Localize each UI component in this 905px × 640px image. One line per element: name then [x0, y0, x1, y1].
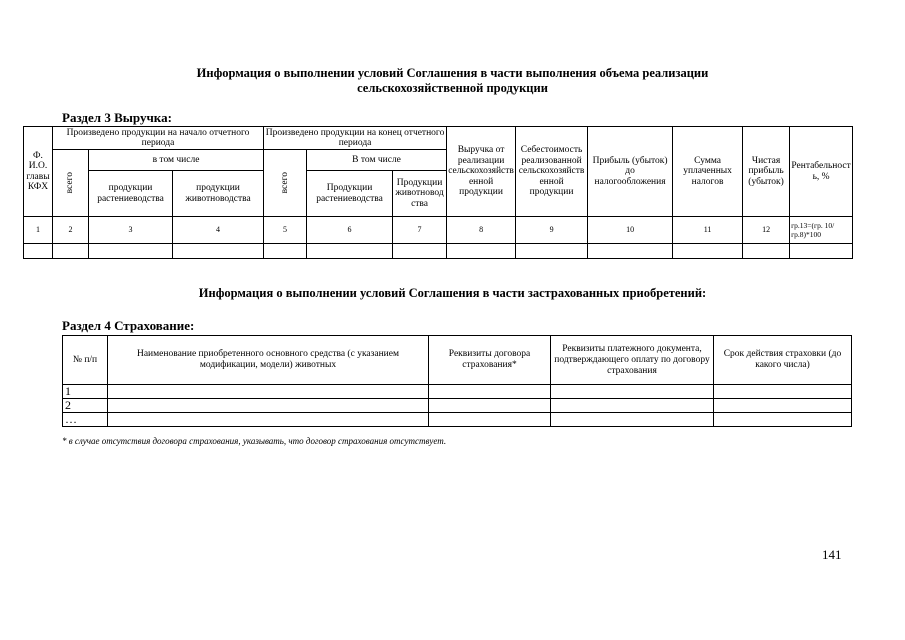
footnote: * в случае отсутствия договора страхования, указывать, что договор страхования отсутствует.	[62, 436, 447, 446]
section-3-title: Раздел 3 Выручка:	[62, 110, 172, 125]
header-livestock-end: Продукции животноводства	[393, 171, 447, 217]
header-total-start: всего	[53, 150, 89, 217]
row-number: 1	[63, 385, 108, 399]
table-row	[63, 399, 852, 413]
header-profitability: Рентабельность, %	[790, 127, 853, 217]
column-number: 5	[264, 217, 307, 244]
revenue-table	[23, 126, 853, 259]
column-number: 1	[24, 217, 53, 244]
header-fio: Ф. И.О. главы КФХ	[24, 127, 53, 217]
header-revenue: Выручка от реализации сельскохозяйственной продукции	[447, 127, 516, 217]
column-number: 8	[447, 217, 516, 244]
header-insurance-term: Срок действия страховки (до какого числа)	[714, 336, 852, 385]
column-number: 6	[307, 217, 393, 244]
header-incl-start: в том числе	[89, 150, 264, 171]
column-number: 4	[173, 217, 264, 244]
header-livestock-start: продукции животноводства	[173, 171, 264, 217]
header-insurance-contract: Реквизиты договора страхования*	[429, 336, 551, 385]
insurance-table	[62, 335, 852, 427]
header-incl-end: В том числе	[307, 150, 447, 171]
header-crop-start: продукции растениеводства	[89, 171, 173, 217]
row-number: 2	[63, 399, 108, 413]
table-row	[63, 413, 852, 427]
header-total-end: всего	[264, 150, 307, 217]
document-title-line2: сельскохозяйственной продукции	[357, 81, 548, 95]
column-number: 11	[673, 217, 743, 244]
section-4-title: Раздел 4 Страхование:	[62, 318, 195, 333]
column-number: 7	[393, 217, 447, 244]
document-title-line1: Информация о выполнении условий Соглашения в части выполнения объема реализации	[196, 66, 709, 80]
row-number: …	[63, 413, 108, 427]
header-taxes: Сумма уплаченных налогов	[673, 127, 743, 217]
header-produced-end: Произведено продукции на конец отчетного периода	[264, 127, 447, 150]
column-number: 12	[743, 217, 790, 244]
column-numbers-row	[24, 217, 853, 244]
header-row-number: № п/п	[63, 336, 108, 385]
header-produced-start: Произведено продукции на начало отчетного периода	[53, 127, 264, 150]
column-number: 10	[588, 217, 673, 244]
header-crop-end: Продукции растениеводства	[307, 171, 393, 217]
page-number: 141	[822, 547, 842, 562]
header-asset-name: Наименование приобретенного основного средства (с указанием модификации, модели) животных	[108, 336, 429, 385]
header-payment-document: Реквизиты платежного документа, подтверждающего оплату по договору страхования	[551, 336, 714, 385]
section-4-heading: Информация о выполнении условий Соглашения в части застрахованных приобретений:	[198, 286, 707, 300]
document-title	[0, 66, 905, 96]
empty-data-row	[24, 244, 853, 259]
header-profit-before-tax: Прибыль (убыток) до налогообложения	[588, 127, 673, 217]
header-cost: Себестоимость реализованной сельскохозяйственной продукции	[516, 127, 588, 217]
column-number: 9	[516, 217, 588, 244]
column-number: 3	[89, 217, 173, 244]
table-row	[63, 385, 852, 399]
column-number-formula: гр.13=(гр. 10/ гр.8)*100	[790, 217, 853, 244]
header-net-profit: Чистая прибыль (убыток)	[743, 127, 790, 217]
column-number: 2	[53, 217, 89, 244]
